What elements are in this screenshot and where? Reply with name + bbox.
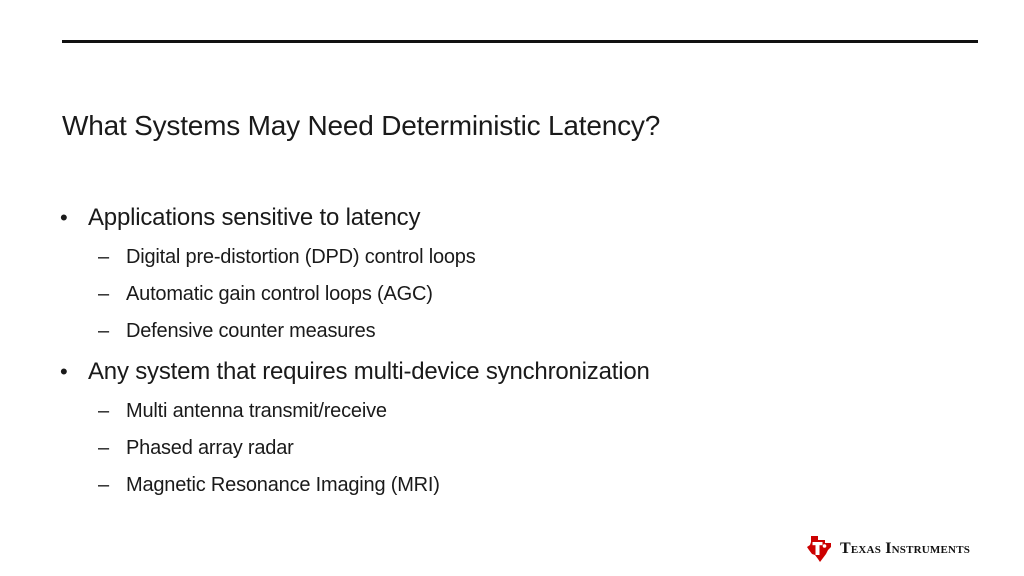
sub-item-text: Multi antenna transmit/receive xyxy=(126,400,387,422)
sub-item xyxy=(88,276,650,313)
sub-item-text: Defensive counter measures xyxy=(126,320,376,342)
sub-item-text: Magnetic Resonance Imaging (MRI) xyxy=(126,474,440,496)
bullet-item xyxy=(58,200,650,350)
sub-item xyxy=(88,467,650,504)
bullet-text: Applications sensitive to latency xyxy=(88,204,421,231)
bullet-marker: • xyxy=(60,359,68,384)
bullet-marker: • xyxy=(60,205,68,230)
sub-item xyxy=(88,430,650,467)
sub-item-text: Phased array radar xyxy=(126,437,294,459)
top-rule xyxy=(62,40,978,43)
sub-item xyxy=(88,393,650,430)
bullet-item xyxy=(58,354,650,504)
slide-title: What Systems May Need Deterministic Latency? xyxy=(62,110,661,141)
ti-state-icon xyxy=(804,534,834,564)
sub-item xyxy=(88,239,650,276)
sub-list xyxy=(88,393,650,504)
sub-marker: – xyxy=(98,474,109,496)
sub-item xyxy=(88,313,650,350)
bullet-list xyxy=(58,200,650,504)
logo-wordmark: Texas Instruments xyxy=(840,540,971,557)
texas-instruments-logo xyxy=(804,533,970,565)
sub-marker: – xyxy=(98,283,109,305)
bullet-text: Any system that requires multi-device synchronization xyxy=(88,358,650,385)
sub-item-text: Automatic gain control loops (AGC) xyxy=(126,283,433,305)
sub-marker: – xyxy=(98,400,109,422)
sub-marker: – xyxy=(98,437,109,459)
sub-marker: – xyxy=(98,246,109,268)
sub-item-text: Digital pre-distortion (DPD) control loops xyxy=(126,246,476,268)
sub-marker: – xyxy=(98,320,109,342)
sub-list xyxy=(88,239,650,350)
